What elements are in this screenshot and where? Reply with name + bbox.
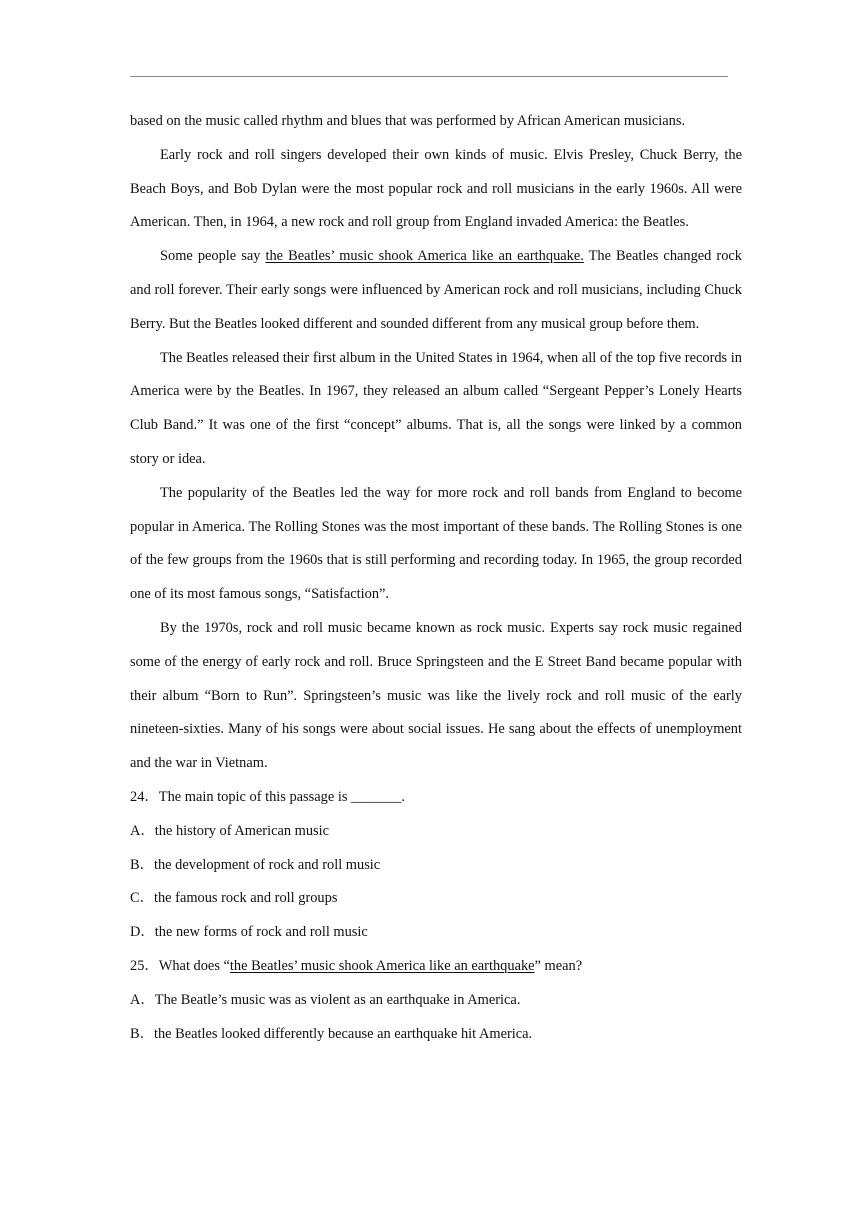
question-25-stem [130,950,742,984]
question-25-stem-start: 25．What does “ [130,957,230,974]
passage-paragraph-5: By the 1970s, rock and roll music became known as rock music. Experts say rock music regained some of the energy of early rock and roll. Bruce Springsteen and the E Street Band became popular with their album “Born to Run”. Springsteen’s music was like the lively rock and roll music of the early nineteen-sixties. Many of his songs were about social issues. He sang about the effects of unemployment and the war in Vietnam. [130,619,742,772]
underlined-phrase: the Beatles’ music shook America like an earthquake. [265,248,584,265]
question-24-option-c: C．the famous rock and roll groups [130,890,338,907]
passage-paragraph-2 [130,240,742,341]
paragraph-2-text-start: Some people say [160,248,266,265]
question-25-option-b: B．the Beatles looked differently because an earthquake hit America. [130,1025,533,1042]
page-content [130,105,742,1051]
question-24-option-a: A．the history of American music [130,822,330,839]
passage-paragraph-1: Early rock and roll singers developed their own kinds of music. Elvis Presley, Chuck Berry, the Beach Boys, and Bob Dylan were the most popular rock and roll musicians in the early 1960s. All were American. Then, in 1964, a new rock and roll group from England invaded America: the Beatles. [130,146,742,231]
passage-paragraph-4: The popularity of the Beatles led the way for more rock and roll bands from England to become popular in America. The Rolling Stones was the most important of these bands. The Rolling Stones is one of the few groups from the 1960s that is still performing and recording today. In 1965, the group recorded one of its most famous songs, “Satisfaction”. [130,484,742,603]
header-rule [130,76,728,77]
question-24-option-d: D．the new forms of rock and roll music [130,924,368,941]
paragraph-2-text-end: The Beatles changed rock and roll forever. Their early songs were influenced by American rock and roll musicians, including Chuck Berry. But the Beatles looked different and sounded different from any musical group before them. [130,248,742,332]
question-24-option-b: B．the development of rock and roll music [130,856,381,873]
question-25-underlined-phrase: the Beatles’ music shook America like an earthquake [229,957,535,974]
passage-paragraph-3: The Beatles released their first album in the United States in 1964, when all of the top five records in America were by the Beatles. In 1967, they released an album called “Sergeant Pepper’s Lonely Hearts Club Band.” It was one of the first “concept” albums. That is, all the songs were linked by a common story or idea. [130,349,742,467]
question-25-option-a: A．The Beatle’s music was as violent as an earthquake in America. [130,991,521,1008]
question-25-stem-end: ” mean? [534,957,583,974]
passage-paragraph-0: based on the music called rhythm and blues that was performed by African American musicians. [130,113,686,129]
question-24-stem: 24．The main topic of this passage is _______. [130,788,405,805]
